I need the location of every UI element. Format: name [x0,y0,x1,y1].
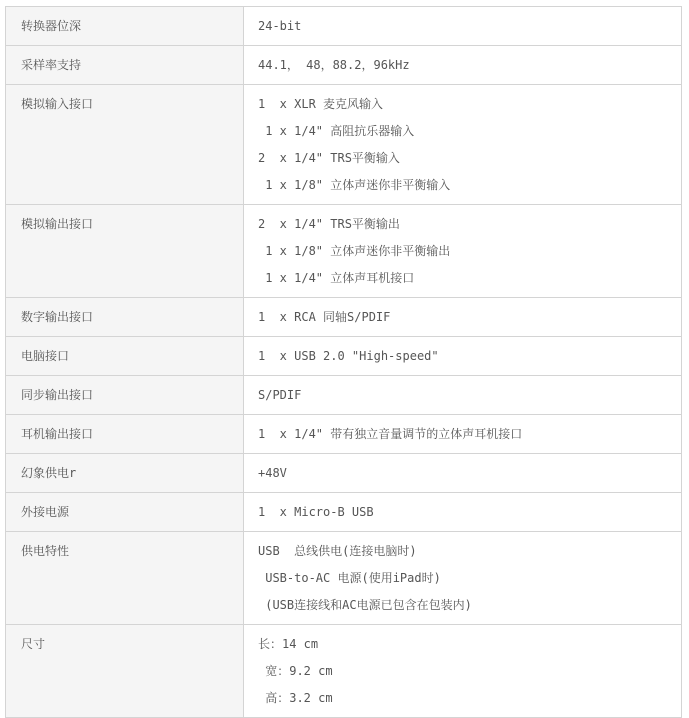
spec-value-line: S/PDIF [258,388,302,402]
spec-value-cell [244,376,682,415]
spec-row [6,205,682,298]
spec-row [6,532,682,625]
spec-value-cell [244,7,682,46]
spec-row [6,625,682,718]
spec-label-cell [6,415,244,454]
spec-value-line: 44.1， 48，88.2，96kHz [258,58,410,72]
spec-value-line: 1 x 1/4" 立体声耳机接口 [258,271,415,285]
spec-value-line: 1 x XLR 麦克风输入 [258,97,384,111]
spec-value-cell [244,337,682,376]
spec-value-cell [244,415,682,454]
spec-value-line: USB 总线供电(连接电脑时) [258,544,417,558]
spec-label: 采样率支持 [21,58,82,72]
spec-label: 同步输出接口 [21,388,94,402]
spec-value-line: 1 x RCA 同轴S/PDIF [258,310,391,324]
spec-value-line: 长：14 cm [258,637,319,651]
spec-value-line: USB-to-AC 电源(使用iPad时) [258,571,441,585]
spec-value-line: (USB连接线和AC电源已包含在包装内) [258,598,472,612]
spec-value-cell [244,454,682,493]
spec-value-cell [244,46,682,85]
spec-row [6,493,682,532]
spec-row [6,85,682,205]
spec-value-cell [244,493,682,532]
spec-value-line: 宽：9.2 cm [258,664,333,678]
spec-label: 电脑接口 [21,349,70,363]
spec-value-line: 2 x 1/4" TRS平衡输入 [258,151,400,165]
spec-row [6,376,682,415]
spec-value-line: 2 x 1/4" TRS平衡输出 [258,217,400,231]
spec-label-cell [6,532,244,625]
spec-label: 外接电源 [21,505,70,519]
spec-row [6,46,682,85]
spec-label-cell [6,205,244,298]
spec-label: 供电特性 [21,544,70,558]
spec-table-body [6,7,682,718]
spec-label-cell [6,46,244,85]
spec-value-cell [244,205,682,298]
spec-label-cell [6,493,244,532]
spec-table [5,6,682,718]
spec-value-line: 高：3.2 cm [258,691,333,705]
spec-value-cell [244,532,682,625]
spec-row [6,298,682,337]
spec-label-cell [6,298,244,337]
spec-value-line: 1 x 1/8" 立体声迷你非平衡输出 [258,244,451,258]
spec-label: 模拟输入接口 [21,97,94,111]
spec-label-cell [6,7,244,46]
spec-row [6,337,682,376]
spec-label: 模拟输出接口 [21,217,94,231]
spec-value-cell [244,298,682,337]
spec-label-cell [6,85,244,205]
spec-row [6,7,682,46]
spec-label-cell [6,454,244,493]
spec-value-line: 1 x 1/4" 高阻抗乐器输入 [258,124,415,138]
spec-value-line: 24-bit [258,19,302,33]
spec-label-cell [6,376,244,415]
spec-label: 尺寸 [21,637,46,651]
spec-value-line: 1 x 1/8" 立体声迷你非平衡输入 [258,178,451,192]
spec-value-line: 1 x USB 2.0 "High-speed" [258,349,439,363]
spec-label: 耳机输出接口 [21,427,94,441]
spec-label: 转换器位深 [21,19,82,33]
spec-label-cell [6,337,244,376]
spec-value-line: 1 x 1/4" 带有独立音量调节的立体声耳机接口 [258,427,523,441]
spec-label: 幻象供电r [21,466,77,480]
spec-value-line: 1 x Micro-B USB [258,505,374,519]
spec-row [6,415,682,454]
spec-row [6,454,682,493]
spec-label: 数字输出接口 [21,310,94,324]
spec-value-cell [244,625,682,718]
spec-value-cell [244,85,682,205]
spec-label-cell [6,625,244,718]
spec-value-line: +48V [258,466,287,480]
